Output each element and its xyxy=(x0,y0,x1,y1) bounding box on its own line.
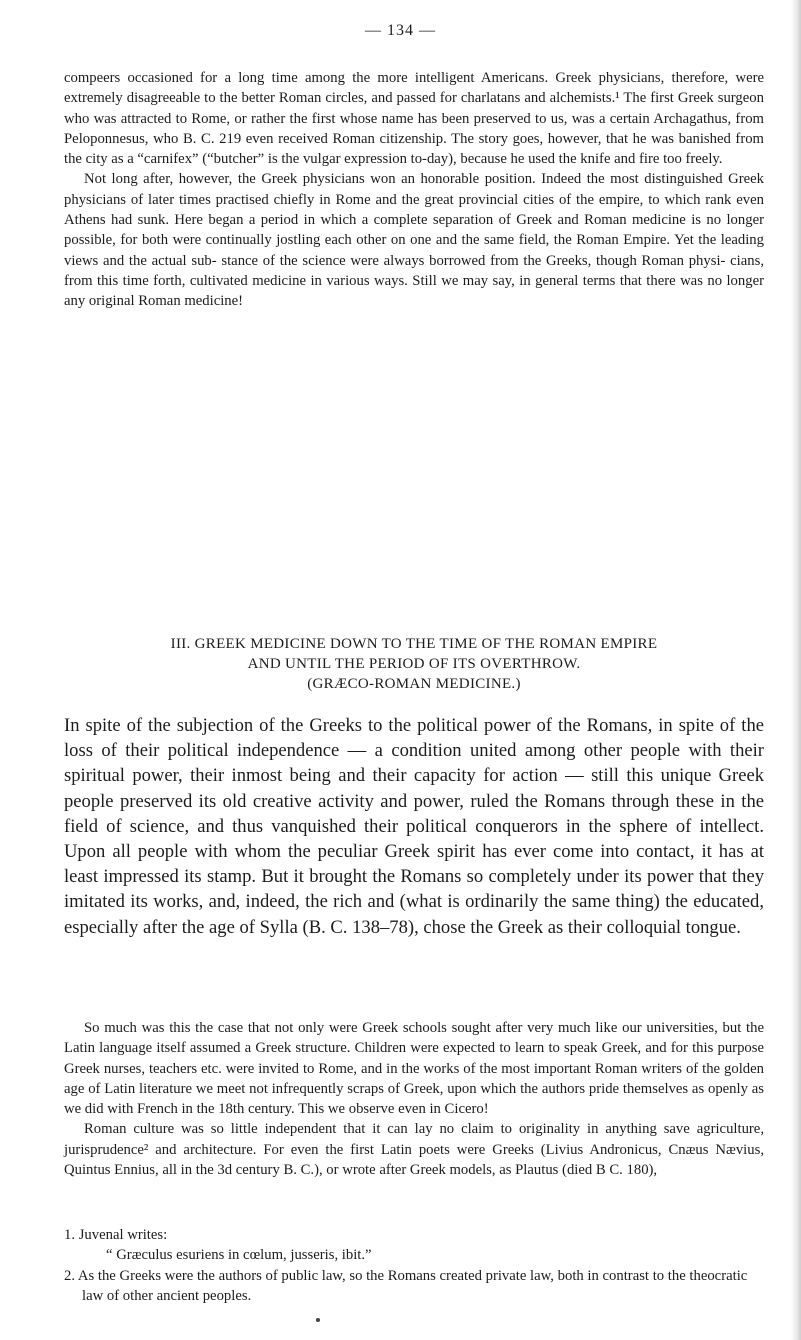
footnote-2: 2. As the Greeks were the authors of public law, so the Romans created private law, both in contrast to the theocratic law of other ancient peoples. xyxy=(64,1267,748,1304)
footnotes xyxy=(64,1225,764,1306)
footnote-1: 1. Juvenal writes: xyxy=(64,1227,168,1243)
section-heading-line-1: III. GREEK MEDICINE DOWN TO THE TIME OF THE ROMAN EMPIRE xyxy=(170,636,658,652)
intro-text-block xyxy=(64,68,764,312)
body-paragraph-2: Roman culture was so little independent that it can lay no claim to originality in anything save agriculture, jurisprudence² and architecture. For even the first Latin poets were Greeks (Livius Andronicus, Cnæus Nævius, Quintus Ennius, all in the 3d century B. C.), or wrote after Greek models, as Plautus (died B C. 180), xyxy=(64,1121,764,1179)
body-paragraph-1: So much was this the case that not only were Greek schools sought after very much like our universities, but the Latin language itself assumed a Greek structure. Children were expected to learn to speak Greek, and for this purpose Greek nurses, teachers etc. were invited to Rome, and in the works of the most important Roman writers of the golden age of Latin literature we meet not infrequently scraps of Greek, upon which the authors pride themselves as openly as we did with French in the 18th century. This we observe even in Cicero! xyxy=(64,1020,764,1118)
ink-speck xyxy=(316,1318,320,1322)
lead-text-block xyxy=(64,713,764,940)
section-heading-line-3: (GRÆCO-ROMAN MEDICINE.) xyxy=(307,676,521,692)
intro-paragraph-2: Not long after, however, the Greek physicians won an honorable position. Indeed the most distinguished Greek physicians of later times practised chiefly in Rome and the great provincial cities of the empire, to which rank even Athens had sunk. Here began a period in which a complete separation of Greek and Roman medicine is no longer possible, for both were continually jostling each other on one and the same field, the Roman Empire. Yet the leading views and the actual sub- stance of the science were always borrowed from the Greeks, though Roman physi- cians, from this time forth, cultivated medicine in various ways. Still we may say, in general terms that there was no longer any original Roman medicine! xyxy=(64,171,764,310)
body-text-block xyxy=(64,1018,764,1180)
footnote-1-quote: “ Græculus esuriens in cœlum, jusseris, ibit.” xyxy=(106,1247,372,1264)
intro-paragraph-1: compeers occasioned for a long time among the more intelligent Americans. Greek physicians, therefore, were extremely disagreeable to the better Roman circles, and passed for charlatans and alchemists.¹ The first Greek surgeon who was attracted to Rome, or rather the first whose name has been preserved to us, was a certain Archagathus, from Peloponnesus, who B. C. 219 even received Roman citizenship. The story goes, however, that he was banished from the city as a “carnifex” (“butcher” is the vulgar expression to-day), because he used the knife and fire too freely. xyxy=(64,70,764,168)
scan-edge-shadow xyxy=(791,0,801,1340)
section-heading xyxy=(64,634,764,694)
page-number: — 134 — xyxy=(365,22,436,39)
section-heading-line-2: AND UNTIL THE PERIOD OF ITS OVERTHROW. xyxy=(247,656,581,672)
lead-paragraph: In spite of the subjection of the Greeks to the political power of the Romans, in spite of the loss of their political independence — a condition united among other people with their spiritual power, their inmost being and their capacity for action — still this unique Greek people preserved its old creative activity and power, ruled the Romans through these in the field of science, and thus vanquished their political conquerors in the sphere of intellect. Upon all people with whom the peculiar Greek spirit has ever come into contact, it has at least impressed its stamp. But it brought the Romans so completely under its power that they imitated its works, and, indeed, the rich and (what is ordinarily the same thing) the educated, especially after the age of Sylla (B. C. 138–78), chose the Greek as their colloquial tongue. xyxy=(64,715,764,938)
